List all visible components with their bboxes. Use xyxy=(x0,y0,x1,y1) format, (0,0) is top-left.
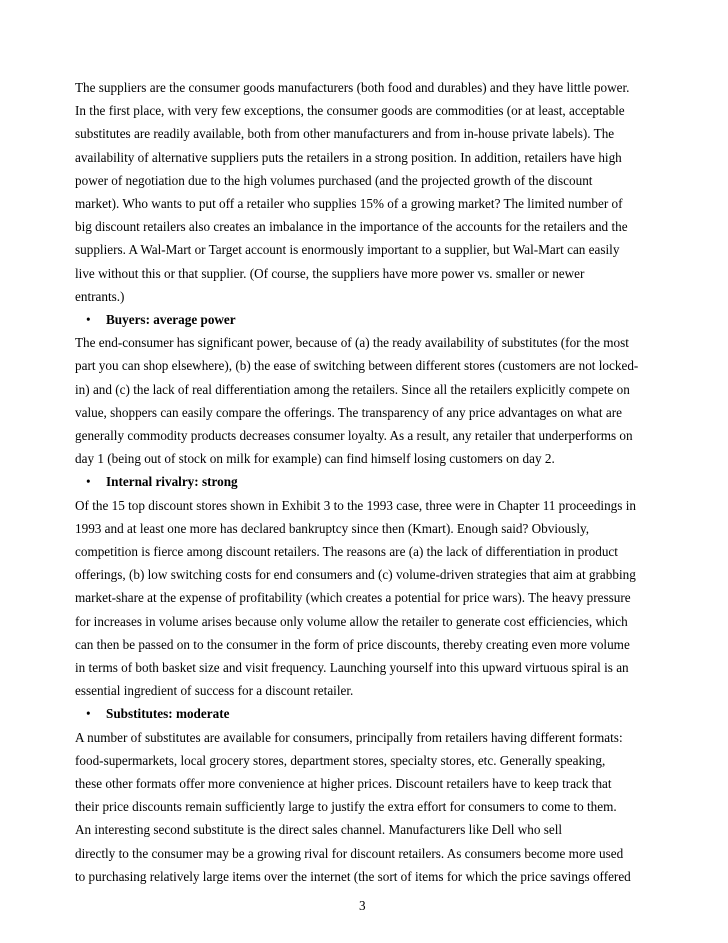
text-line: offerings, (b) low switching costs for end consumers and (c) volume-driven strategies that aim at grabbing xyxy=(75,567,636,583)
text-line: market-share at the expense of profitability (which creates a potential for price wars). The heavy pressure xyxy=(75,590,631,606)
section-heading-substitutes xyxy=(86,706,229,722)
text-line: generally commodity products decreases consumer loyalty. As a result, any retailer that underperforms on xyxy=(75,428,633,443)
section-heading-text: Internal rivalry: strong xyxy=(106,474,238,490)
text-line: day 1 (being out of stock on milk for example) can find himself losing customers on day 2. xyxy=(75,451,555,467)
text-line: big discount retailers also creates an imbalance in the importance of the accounts for the retailers and the xyxy=(75,219,628,235)
text-line: food-supermarkets, local grocery stores, department stores, specialty stores, etc. Generally speaking, xyxy=(75,752,606,768)
text-line: 1993 and at least one more has declared bankruptcy since then (Kmart). Enough said? Obviously, xyxy=(75,520,590,536)
bullet-icon: • xyxy=(86,706,91,722)
section-heading-text: Substitutes: moderate xyxy=(106,706,230,722)
text-line: their price discounts remain sufficiently large to justify the extra effort for consumers to come to them. xyxy=(75,799,617,815)
text-line: An interesting second substitute is the direct sales channel. Manufacturers like Dell who sell xyxy=(75,822,563,838)
text-line: The suppliers are the consumer goods manufacturers (both food and durables) and they have little power. xyxy=(75,80,630,95)
text-line: In the first place, with very few exceptions, the consumer goods are commodities (or at least, acceptable xyxy=(75,103,625,119)
bullet-icon: • xyxy=(86,312,91,327)
page-number: 3 xyxy=(359,898,366,913)
text-line: power of negotiation due to the high volumes purchased (and the projected growth of the discount xyxy=(75,172,593,188)
text-line: these other formats offer more convenience at higher prices. Discount retailers have to keep track that xyxy=(75,776,612,791)
text-line: suppliers. A Wal-Mart or Target account is enormously important to a supplier, but Wal-Mart can easily xyxy=(75,242,620,258)
bullet-icon: • xyxy=(86,474,91,490)
section-heading-buyers xyxy=(86,312,236,328)
text-line: The end-consumer has significant power, because of (a) the ready availability of substitutes (for the most xyxy=(75,335,629,351)
text-line: substitutes are readily available, both from other manufacturers and from in-house private labels). The xyxy=(75,126,615,142)
text-line: for increases in volume arises because only volume allow the retailer to generate cost efficiencies, which xyxy=(75,613,628,629)
section-heading-internal-rivalry xyxy=(86,474,238,490)
text-line: directly to the consumer may be a growing rival for discount retailers. As consumers become more used xyxy=(75,845,624,861)
text-line: availability of alternative suppliers puts the retailers in a strong position. In addition, retailers have high xyxy=(75,149,622,165)
text-line: in) and (c) the lack of real differentiation among the retailers. Since all the retailers explicitly compete on xyxy=(75,381,630,397)
text-line: market). Who wants to put off a retailer who supplies 15% of a growing market? The limited number of xyxy=(75,196,623,211)
text-line: part you can shop elsewhere), (b) the ease of switching between different stores (customers are not locked- xyxy=(75,358,639,374)
section-heading-text: Buyers: average power xyxy=(106,312,236,327)
text-line: in terms of both basket size and visit frequency. Launching yourself into this upward virtuous spiral is an xyxy=(75,660,629,675)
text-line: can then be passed on to the consumer in the form of price discounts, thereby creating even more volume xyxy=(75,636,630,652)
text-line: essential ingredient of success for a discount retailer. xyxy=(75,683,354,699)
text-line: live without this or that supplier. (Of course, the suppliers have more power vs. smaller or newer xyxy=(75,265,585,281)
text-line: entrants.) xyxy=(75,288,125,304)
text-line: value, shoppers can easily compare the offerings. The transparency of any price advantages on what are xyxy=(75,404,622,420)
text-line: A number of substitutes are available for consumers, principally from retailers having different formats: xyxy=(75,729,623,745)
text-line: Of the 15 top discount stores shown in Exhibit 3 to the 1993 case, three were in Chapter 11 proceedings in xyxy=(75,497,636,513)
text-line: to purchasing relatively large items over the internet (the sort of items for which the price savings offered xyxy=(75,868,631,884)
text-line: competition is fierce among discount retailers. The reasons are (a) the lack of differentiation in product xyxy=(75,544,618,559)
